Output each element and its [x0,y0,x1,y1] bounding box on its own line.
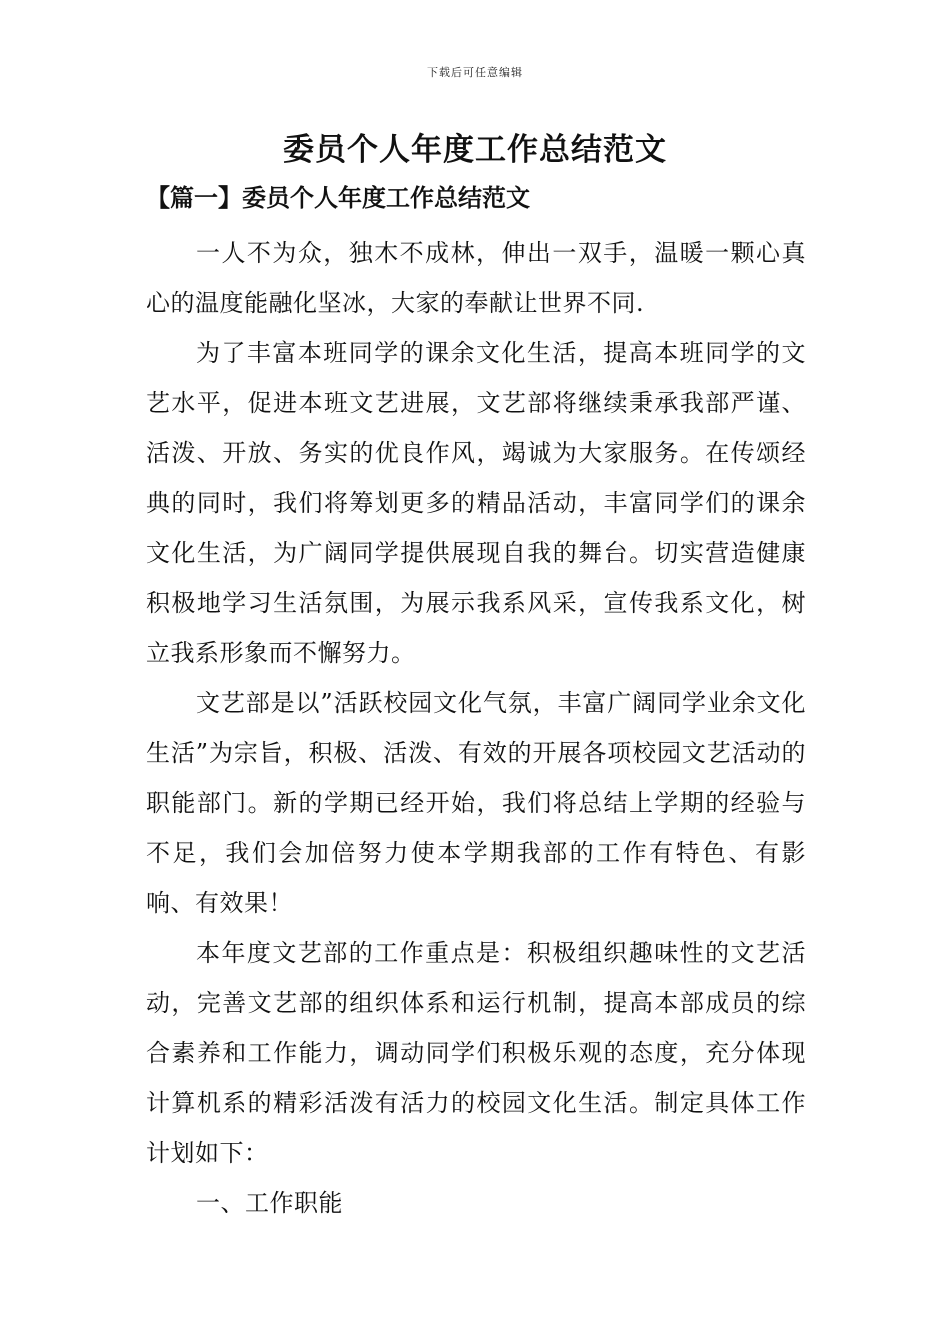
item-heading: 一、工作职能 [196,1189,343,1217]
paragraph-4: 本年度文艺部的工作重点是：积极组织趣味性的文艺活动，完善文艺部的组织体系和运行机制，提高本部成员的综合素养和工作能力，调动同学们积极乐观的态度，充分体现计算机系的精彩活泼有活力的校园文化生活。制定具体工作计划如下： [146,939,806,1167]
document-body [146,228,806,1228]
header-note: 下载后可任意编辑 [427,66,523,79]
document-title: 委员个人年度工作总结范文 [283,132,667,168]
paragraph-2: 为了丰富本班同学的课余文化生活，提高本班同学的文艺水平，促进本班文艺进展，文艺部将继续秉承我部严谨、活泼、开放、务实的优良作风，竭诚为大家服务。在传颂经典的同时，我们将筹划更多的精品活动，丰富同学们的课余文化生活，为广阔同学提供展现自我的舞台。切实营造健康积极地学习生活氛围，为展示我系风采，宣传我系文化，树立我系形象而不懈努力。 [146,339,806,667]
paragraph-1: 一人不为众，独木不成林，伸出一双手，温暖一颗心真心的温度能融化坚冰，大家的奉献让世界不同. [146,239,806,317]
section-heading: 【篇一】委员个人年度工作总结范文 [146,183,530,212]
paragraph-3: 文艺部是以”活跃校园文化气氛，丰富广阔同学业余文化生活”为宗旨，积极、活泼、有效的开展各项校园文艺活动的职能部门。新的学期已经开始，我们将总结上学期的经验与不足，我们会加倍努力使本学期我部的工作有特色、有影响、有效果！ [146,689,806,917]
